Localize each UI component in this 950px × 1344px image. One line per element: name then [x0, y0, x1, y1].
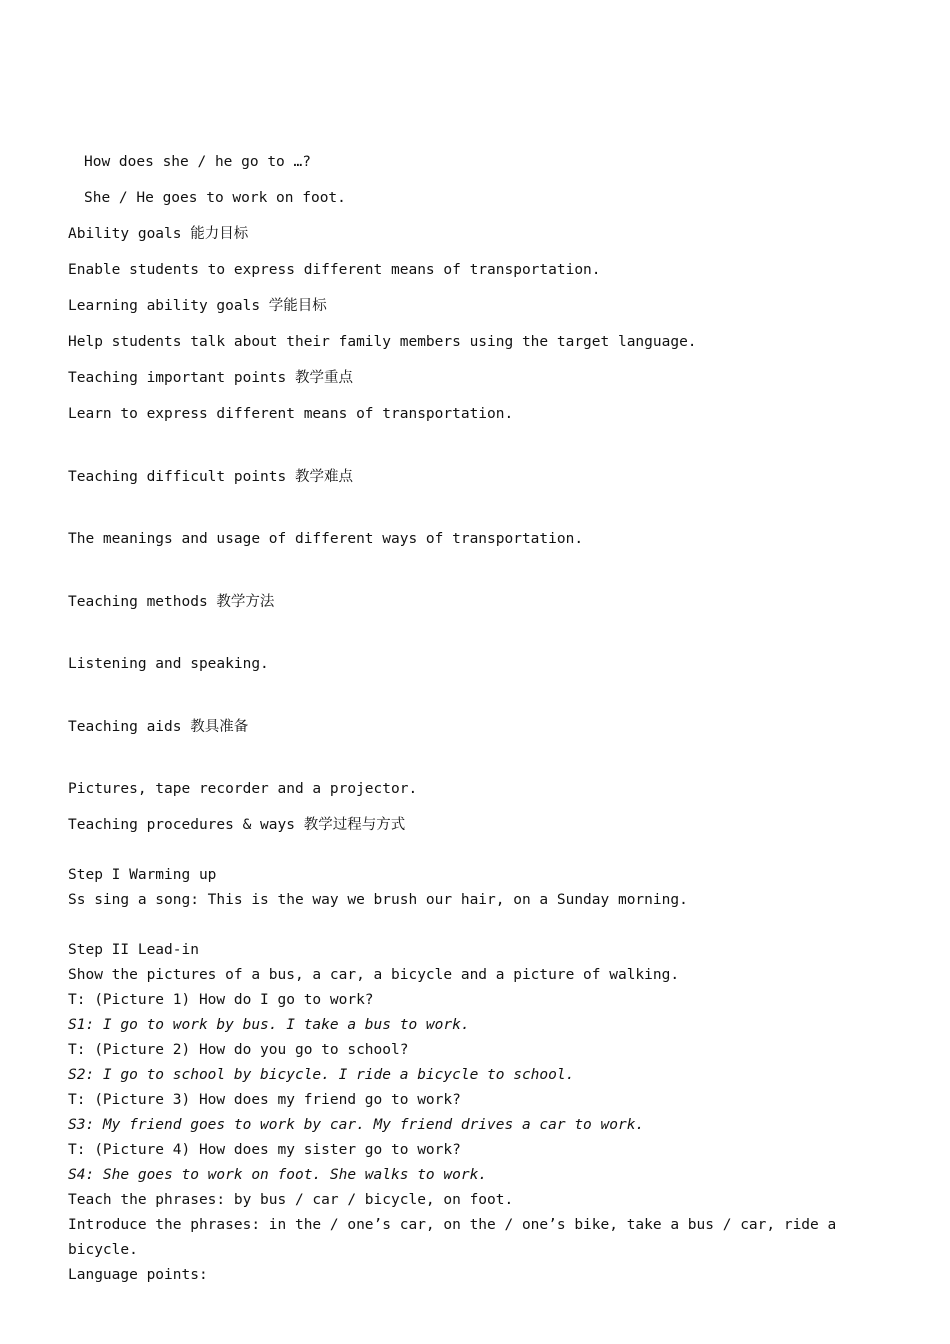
text-line-show-pictures: Show the pictures of a bus, a car, a bicycle and a picture of walking.	[68, 967, 680, 983]
dialogue-teacher-1: T: (Picture 1) How do I go to work?	[68, 992, 374, 1008]
heading-teaching-procedures: Teaching procedures & ways 教学过程与方式	[68, 817, 406, 833]
text-line-step-1: Ss sing a song: This is the way we brush our hair, on a Sunday morning.	[68, 892, 688, 908]
text-line-question: How does she / he go to …?	[84, 154, 311, 170]
text-line-answer: She / He goes to work on foot.	[84, 190, 346, 206]
heading-learning-ability-goals: Learning ability goals 学能目标	[68, 298, 327, 314]
heading-step-1: Step I Warming up	[68, 867, 217, 883]
text-line-teaching-methods: Listening and speaking.	[68, 656, 269, 672]
text-line-teach-phrases: Teach the phrases: by bus / car / bicycle, on foot.	[68, 1192, 514, 1208]
text-line-ability: Enable students to express different means of transportation.	[68, 262, 601, 278]
text-line-important-points: Learn to express different means of transportation.	[68, 406, 514, 422]
heading-step-2: Step II Lead-in	[68, 942, 199, 958]
text-line-difficult-points: The meanings and usage of different ways of transportation.	[68, 531, 584, 547]
heading-teaching-methods: Teaching methods 教学方法	[68, 594, 275, 610]
dialogue-student-1: S1: I go to work by bus. I take a bus to work.	[68, 1017, 470, 1033]
dialogue-teacher-4: T: (Picture 4) How does my sister go to work?	[68, 1142, 461, 1158]
heading-important-points: Teaching important points 教学重点	[68, 370, 353, 386]
text-line-introduce-phrases: Introduce the phrases: in the / one’s car, on the / one’s bike, take a bus / car, ride a	[68, 1217, 837, 1233]
text-line-learning-ability: Help students talk about their family members using the target language.	[68, 334, 697, 350]
dialogue-student-3: S3: My friend goes to work by car. My friend drives a car to work.	[68, 1117, 645, 1133]
heading-difficult-points: Teaching difficult points 教学难点	[68, 469, 353, 485]
text-line-introduce-phrases-cont: bicycle.	[68, 1242, 138, 1258]
heading-ability-goals: Ability goals 能力目标	[68, 226, 249, 242]
dialogue-student-4: S4: She goes to work on foot. She walks to work.	[68, 1167, 488, 1183]
dialogue-student-2: S2: I go to school by bicycle. I ride a bicycle to school.	[68, 1067, 575, 1083]
dialogue-teacher-2: T: (Picture 2) How do you go to school?	[68, 1042, 409, 1058]
heading-teaching-aids: Teaching aids 教具准备	[68, 719, 249, 735]
heading-language-points: Language points:	[68, 1267, 208, 1283]
dialogue-teacher-3: T: (Picture 3) How does my friend go to work?	[68, 1092, 461, 1108]
text-line-teaching-aids: Pictures, tape recorder and a projector.	[68, 781, 418, 797]
